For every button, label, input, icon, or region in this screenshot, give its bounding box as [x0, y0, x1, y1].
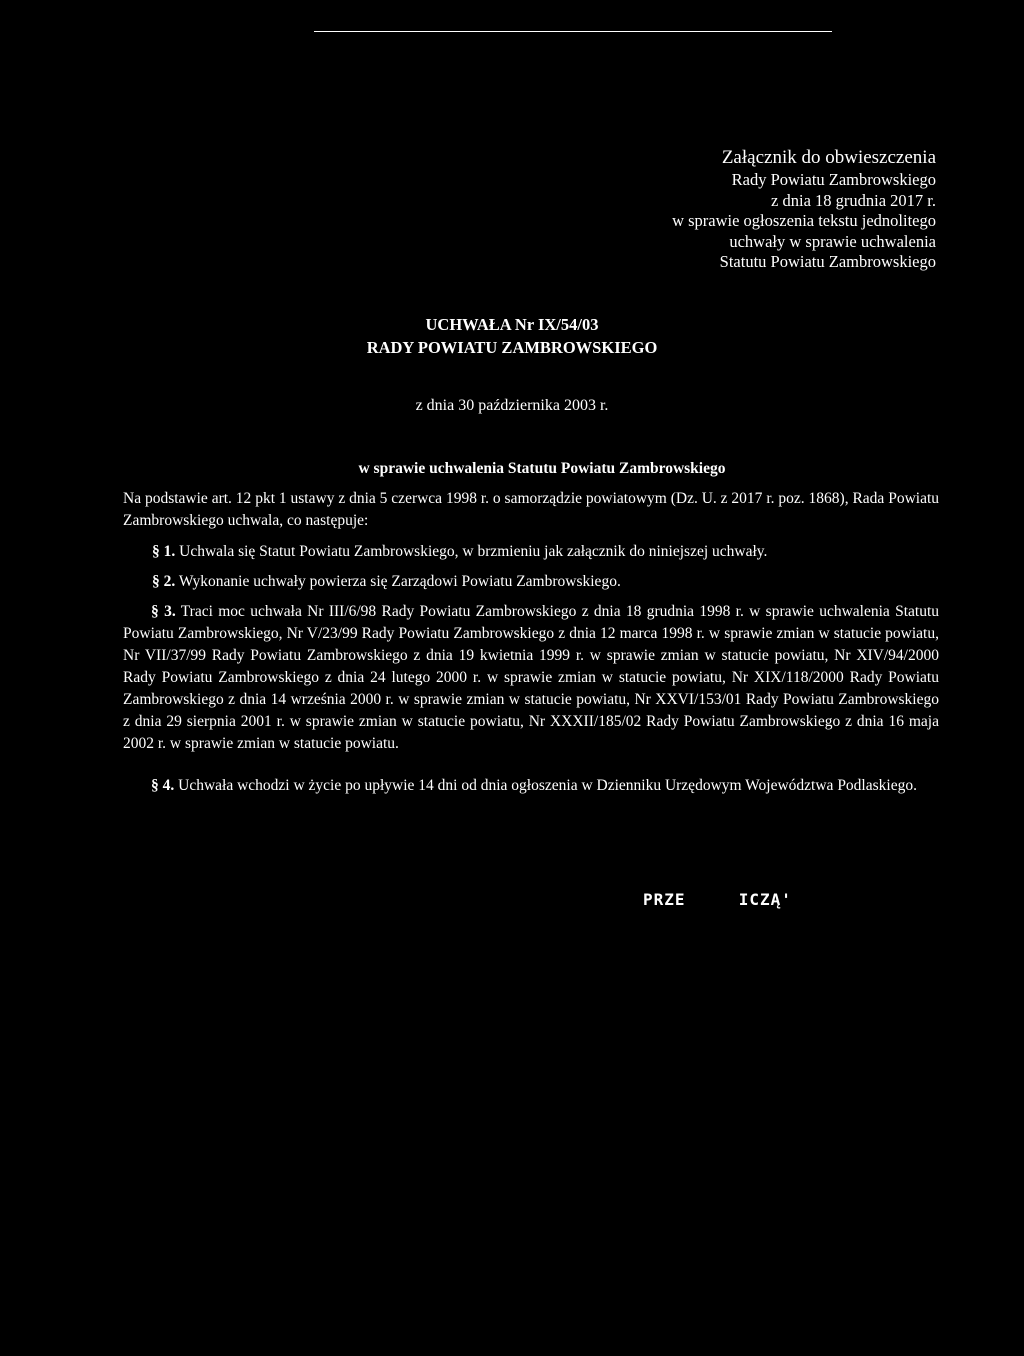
section-1 — [152, 541, 942, 563]
section-mark: § 1. — [152, 543, 176, 560]
attachment-line: Statutu Powiatu Zambrowskiego — [719, 252, 936, 271]
attachment-line: w sprawie ogłoszenia tekstu jednolitego — [672, 211, 936, 230]
section-mark: § 2. — [152, 573, 176, 590]
signature-fragment: PRZE ICZĄ' — [643, 890, 792, 909]
attachment-line: Załącznik do obwieszczenia — [721, 147, 936, 168]
section-mark: § 3. — [151, 603, 176, 620]
resolution-title: UCHWAŁA Nr IX/54/03 — [425, 315, 599, 334]
section-2 — [152, 571, 942, 593]
section-mark: § 4. — [151, 777, 175, 794]
attachment-line: z dnia 18 grudnia 2017 r. — [771, 190, 936, 210]
resolution-subject: w sprawie uchwalenia Statutu Powiatu Zambrowskiego — [358, 460, 726, 477]
section-text: Traci moc uchwała Nr III/6/98 Rady Powiatu Zambrowskiego z dnia 18 grudnia 1998 r. w sprawie uchwalenia Statutu Powiatu Zambrowskiego, Nr V/23/99 Rady Powiatu Zambrowskiego z dnia 12 marca 1998 r. w sprawie zmian w statucie powiatu, Nr VII/37/99 Rady Powiatu Zambrowskiego z dnia 19 kwietnia 1999 r. w sprawie zmian w statucie powiatu, Nr XIV/94/2000 Rady Powiatu Zambrowskiego z dnia 24 lutego 2000 r. w sprawie zmian w statucie powiatu, Nr XIX/118/2000 Rady Powiatu Zambrowskiego z dnia 14 września 2000 r. w sprawie zmian w statucie powiatu, Nr XXVI/153/01 Rady Powiatu Zambrowskiego z dnia 29 sierpnia 2001 r. w sprawie zmian w statucie powiatu, Nr XXXII/185/02 Rady Powiatu Zambrowskiego z dnia 16 maja 2002 r. w sprawie zmian w statucie powiatu. — [123, 603, 940, 752]
attachment-header — [496, 146, 936, 273]
attachment-line: Rady Powiatu Zambrowskiego — [731, 170, 936, 189]
section-text: Uchwała wchodzi w życie po upływie 14 dni od dnia ogłoszenia w Dzienniku Urzędowym Województwa Podlaskiego. — [174, 777, 917, 794]
resolution-date: z dnia 30 października 2003 r. — [415, 397, 609, 414]
attachment-line: uchwały w sprawie uchwalenia — [729, 231, 936, 251]
section-text: Uchwala się Statut Powiatu Zambrowskiego, w brzmieniu jak załącznik do niniejszej uchwały. — [175, 543, 768, 560]
section-3 — [123, 601, 939, 755]
section-text: Wykonanie uchwały powierza się Zarządowi Powiatu Zambrowskiego. — [175, 573, 621, 590]
preamble: Na podstawie art. 12 pkt 1 ustawy z dnia 5 czerwca 1998 r. o samorządzie powiatowym (Dz. U. z 2017 r. poz. 1868), Rada Powiatu Zambrowskiego uchwala, co następuje: — [123, 490, 939, 529]
section-4 — [123, 775, 939, 797]
resolution-council: RADY POWIATU ZAMBROWSKIEGO — [366, 338, 658, 357]
top-rule — [314, 31, 832, 32]
